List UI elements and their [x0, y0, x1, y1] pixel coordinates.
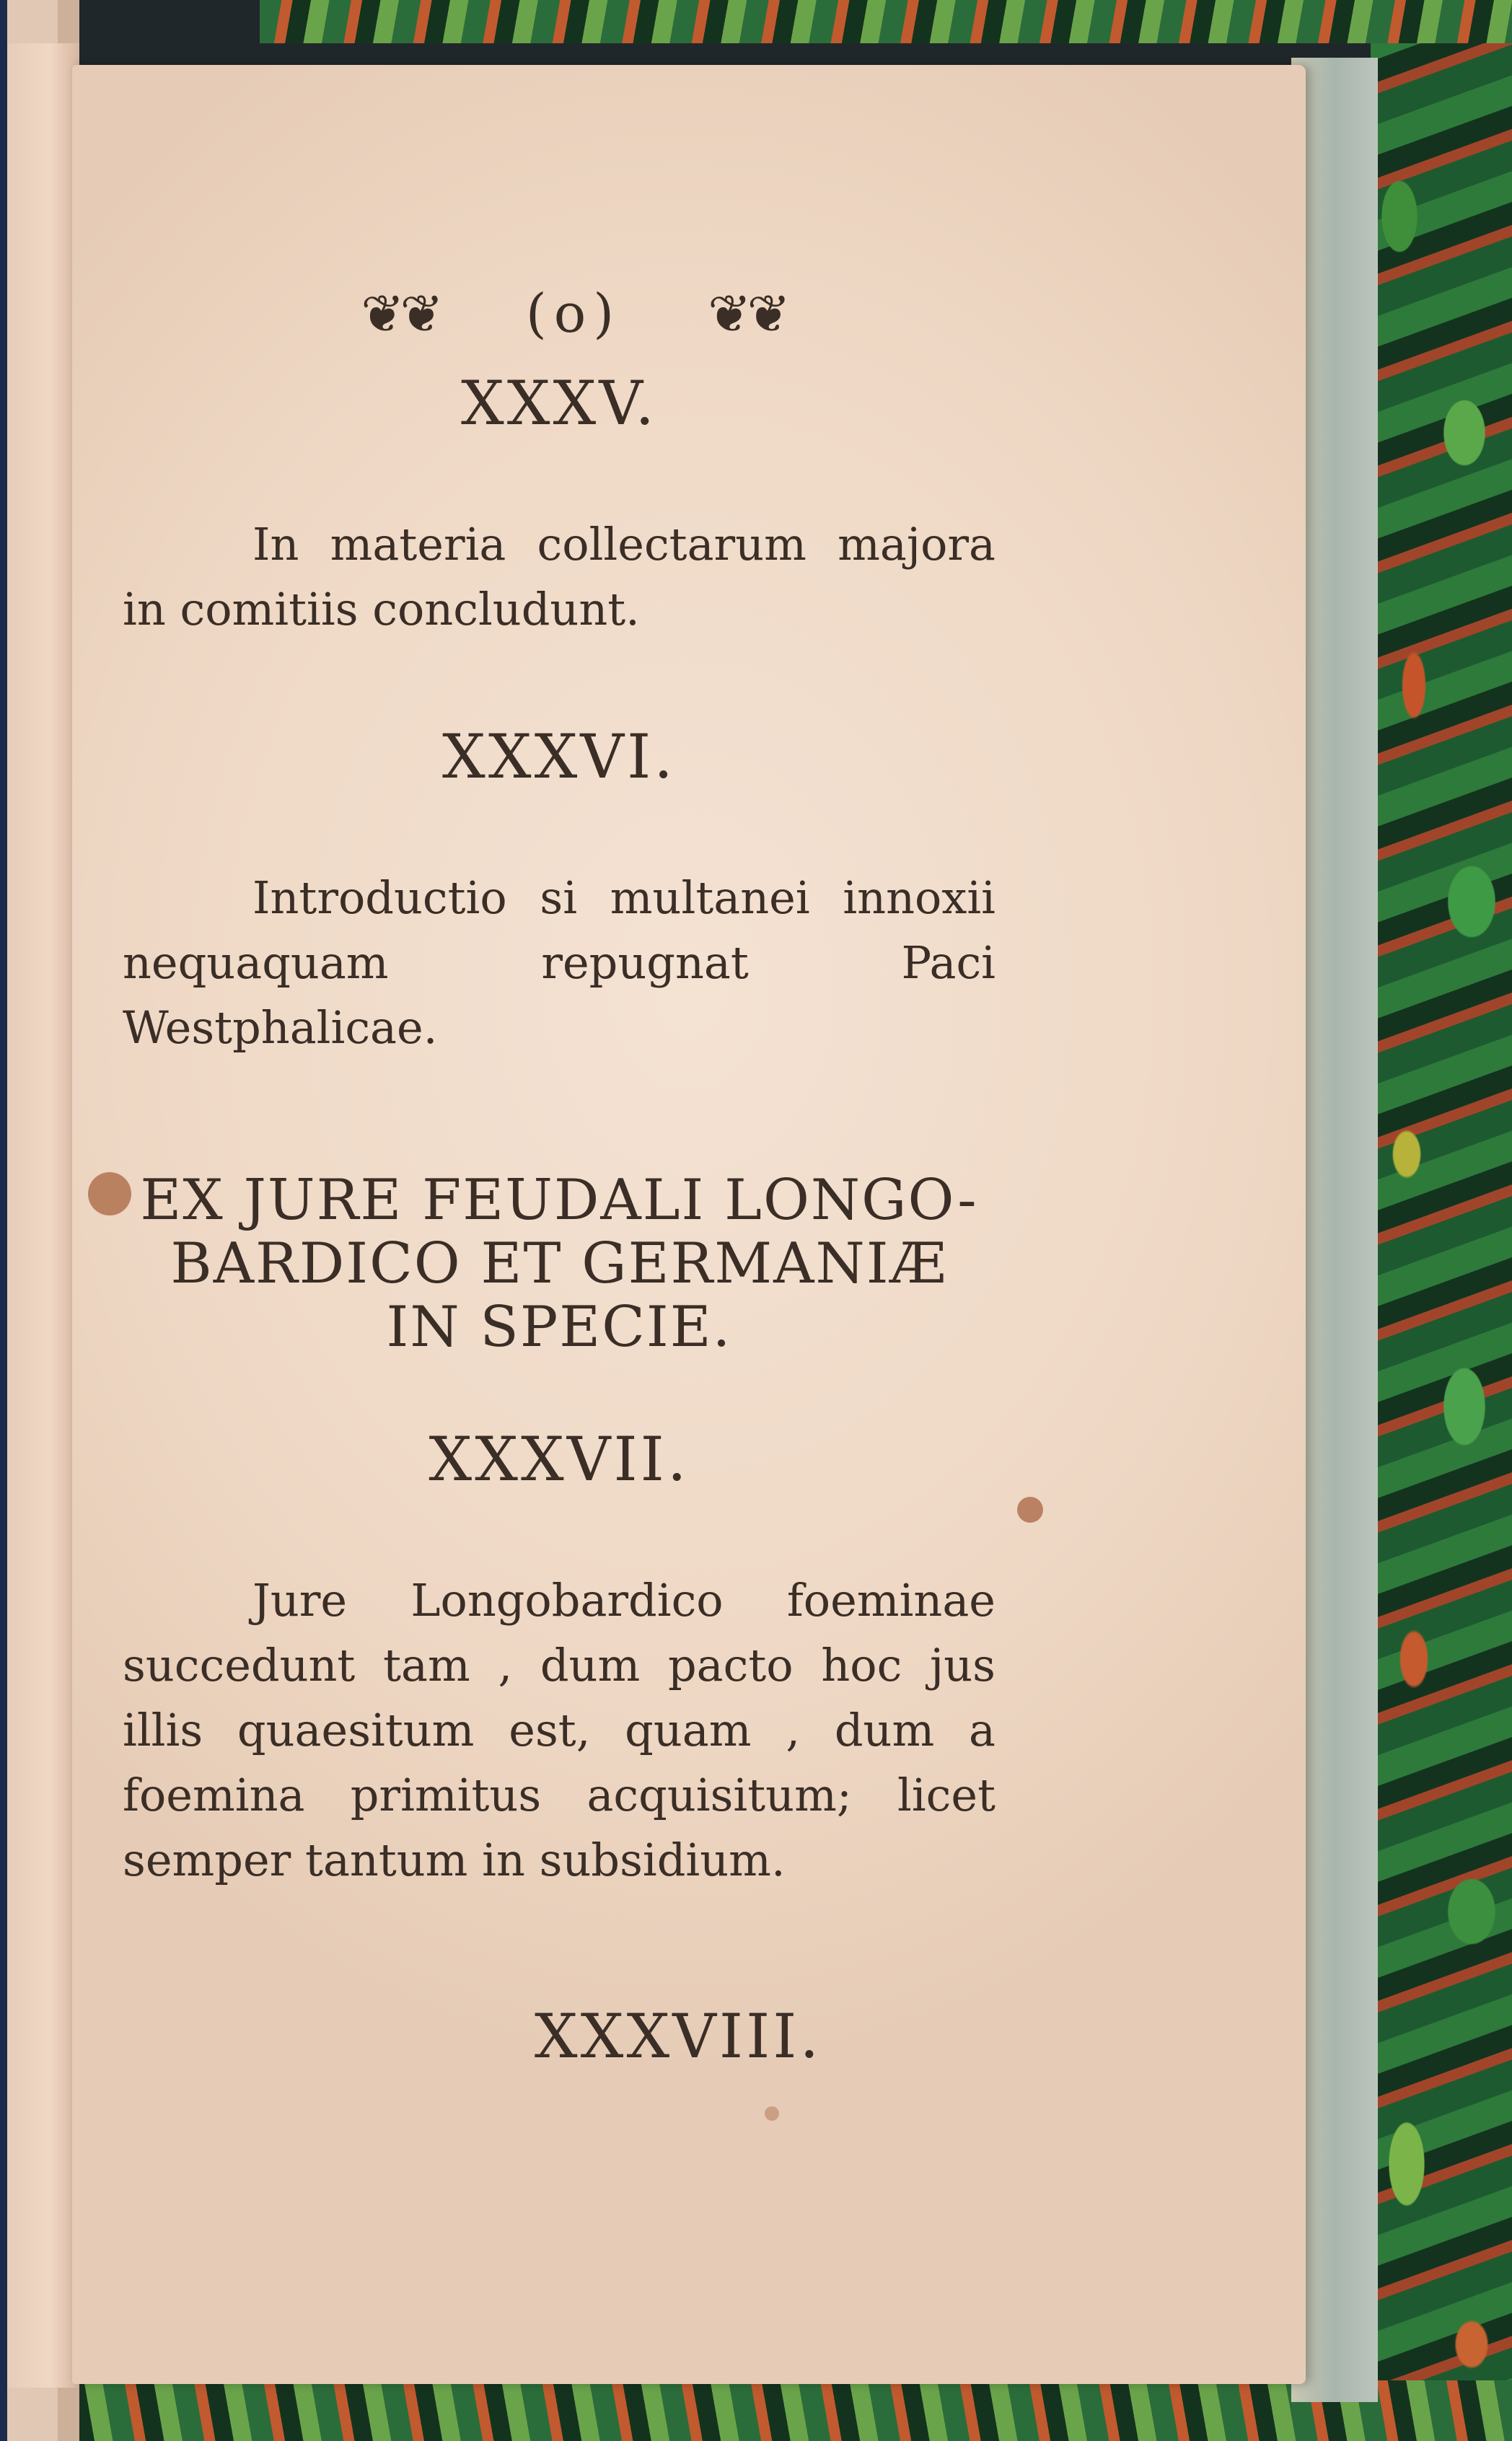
section-number: XXXV.	[460, 368, 658, 439]
left-page-edge	[7, 43, 79, 2388]
section-number: XXXVI.	[442, 721, 676, 792]
heading-line: IN SPECIE.	[386, 1295, 732, 1360]
section-number: XXXVII.	[428, 1424, 690, 1495]
section-number: XXXVIII.	[534, 2001, 822, 2072]
section-text: Introductio si multanei innoxii nequaquam repugnat Paci Westphalicae.	[123, 871, 995, 1054]
ornament-right-icon: ❦❦	[708, 283, 786, 344]
section-heading	[123, 1169, 995, 1359]
page-text	[123, 274, 995, 2072]
ornament-left-icon: ❦❦	[361, 283, 439, 344]
marbled-cover-top	[260, 0, 1512, 43]
stain-spot	[765, 2106, 779, 2121]
running-header	[151, 274, 995, 353]
section-text: Jure Longobardico foeminae succedunt tam , dum pacto hoc jus illis quaesitum est, quam , dum a foemina primitus acquisitum; licet semper tantum in subsidium.	[123, 1574, 995, 1886]
marbled-cover	[1371, 0, 1512, 2441]
heading-line: BARDICO ET GERMANIÆ	[170, 1231, 948, 1296]
page-number: (o)	[525, 283, 622, 345]
stain-spot	[1017, 1497, 1043, 1523]
heading-line: EX JURE FEUDALI LONGO-	[140, 1168, 978, 1233]
section-text: In materia collectarum majora in comitiis concludunt.	[123, 518, 995, 635]
